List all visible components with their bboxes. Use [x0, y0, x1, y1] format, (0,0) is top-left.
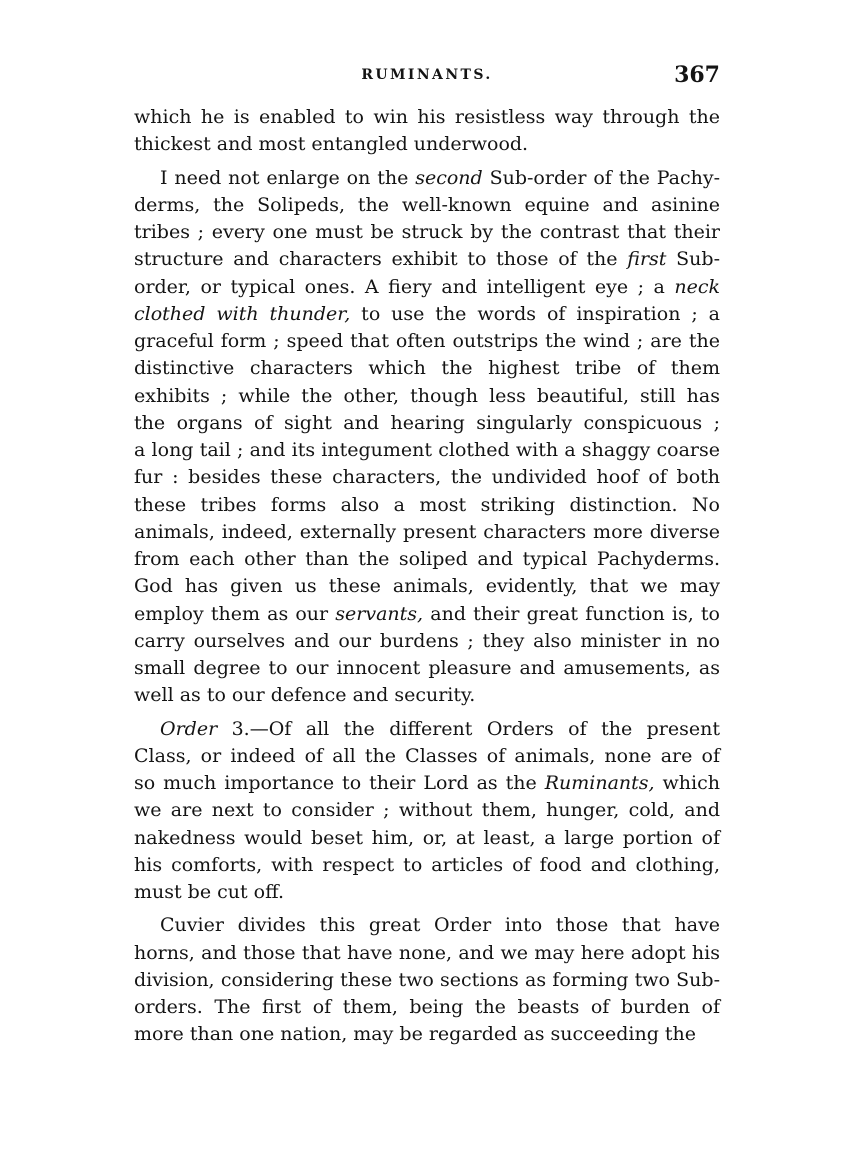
text-line: division, considering these two sections as forming two Sub- [134, 968, 720, 991]
text-line: derms, the Solipeds, the well-known equine and asinine [134, 193, 720, 216]
text-line: small degree to our innocent pleasure and amusements, as [134, 657, 720, 679]
text-line: these tribes forms also a most striking distinction. No [134, 493, 720, 516]
text-line: Class, or indeed of all the Classes of animals, none are of [134, 744, 720, 767]
text-line: structure and characters exhibit to those of the first Sub- [134, 248, 720, 271]
text-line: distinctive characters which the highest tribe of them [134, 357, 720, 380]
paragraph [134, 165, 720, 710]
text-line: clothed with thunder, to use the words of inspiration ; a [134, 302, 720, 325]
text-line: nakedness would beset him, or, at least, a large portion of [134, 826, 720, 849]
text-line: animals, indeed, externally present characters more diverse [134, 520, 720, 543]
text-line: a long tail ; and its integument clothed with a shaggy coarse [134, 439, 720, 461]
text-line: well as to our defence and security. [134, 684, 476, 707]
italic-text: clothed with thunder, [134, 302, 351, 325]
text-line: thickest and most entangled underwood. [134, 133, 529, 156]
text-line: God has given us these animals, evidently, that we may [134, 575, 720, 598]
body-text [134, 104, 720, 1049]
italic-text: neck [674, 275, 720, 298]
paragraph [134, 912, 720, 1048]
paragraph [134, 716, 720, 907]
paragraph [134, 104, 720, 159]
text-line: horns, and those that have none, and we may here adopt his [134, 941, 720, 964]
text-line: tribes ; every one must be struck by the contrast that their [134, 221, 720, 243]
text-line: fur : besides these characters, the undivided hoof of both [134, 466, 720, 489]
text-line: employ them as our servants, and their great function is, to [134, 602, 720, 625]
text-line: Cuvier divides this great Order into those that have [160, 914, 720, 937]
text-line: so much importance to their Lord as the Ruminants, which [134, 772, 720, 794]
text-line: I need not enlarge on the second Sub-order of the Pachy- [160, 166, 720, 189]
text-line: we are next to consider ; without them, hunger, cold, and [134, 799, 720, 822]
text-line: order, or typical ones. A fiery and intelligent eye ; a neck [134, 275, 720, 298]
text-line: the organs of sight and hearing singularly conspicuous ; [134, 411, 720, 434]
italic-text: Ruminants, [544, 772, 655, 794]
text-line: orders. The first of them, being the beasts of burden of [134, 996, 720, 1018]
text-line: carry ourselves and our burdens ; they also minister in no [134, 629, 720, 652]
italic-text: servants, [335, 602, 424, 625]
text-line: Order 3.—Of all the different Orders of the present [160, 717, 720, 740]
text-line: which he is enabled to win his resistless way through the [134, 106, 720, 128]
running-head [134, 62, 720, 90]
text-line: his comforts, with respect to articles of food and clothing, [134, 853, 720, 876]
italic-text: second [415, 166, 483, 189]
page-number: 367 [674, 62, 720, 88]
text-line: more than one nation, may be regarded as succeeding the [134, 1023, 697, 1046]
text-line: graceful form ; speed that often outstrips the wind ; are the [134, 330, 720, 352]
italic-text: Order [160, 717, 218, 740]
running-title: RUMINANTS. [361, 67, 493, 83]
italic-text: first [627, 248, 667, 271]
text-line: from each other than the soliped and typical Pachyderms. [134, 548, 720, 570]
text-line: must be cut off. [134, 881, 284, 903]
text-line: exhibits ; while the other, though less beautiful, still has [134, 384, 720, 407]
